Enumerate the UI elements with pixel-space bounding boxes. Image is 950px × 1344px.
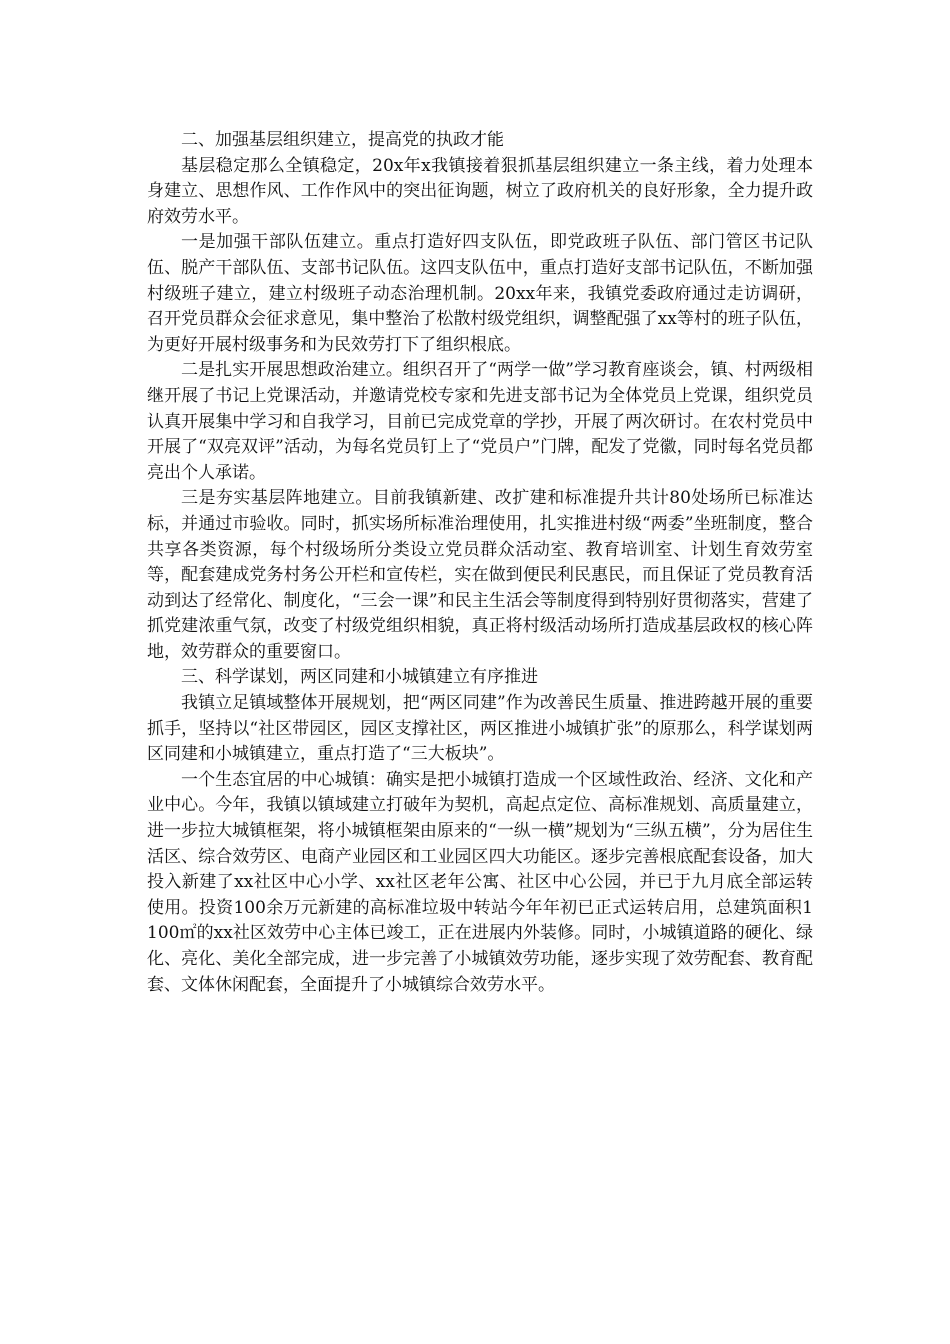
paragraph-political-building: 二是扎实开展思想政治建立。组织召开了“两学一做”学习教育座谈会，镇、村两级相继开展了书记上党课活动，并邀请党校专家和先进支部书记为全体党员上党课，组织党员认真开展集中学习和自我学习，目前已完成党章的学抄，开展了两次研讨。在农村党员中开展了“双亮双评”活动，为每名党员钉上了“党员户”门牌，配发了党徽，同时每名党员都亮出个人承诺。 [147, 360, 813, 483]
section-heading-3: 三、科学谋划，两区同建和小城镇建立有序推进 [181, 667, 538, 688]
paragraph-position-building: 三是夯实基层阵地建立。目前我镇新建、改扩建和标准提升共计80处场所已标准达标，并通过市验收。同时，抓实场所标准治理使用，扎实推进村级“两委”坐班制度，整合共享各类资源，每个村级场所分类设立党员群众活动室、教育培训室、计划生育效劳室等，配套建成党务村务公开栏和宣传栏，实在做到便民利民惠民，而且保证了党员教育活动到达了经常化、制度化，“三会一课”和民主生活会等制度得到特别好贯彻落实，营建了抓党建浓重气氛，改变了村级党组织相貌，真正将村级活动场所打造成基层政权的核心阵地，效劳群众的重要窗口。 [147, 488, 813, 662]
section-heading-2: 二、加强基层组织建立，提高党的执政才能 [181, 130, 504, 150]
paragraph-central-town: 一个生态宜居的中心城镇：确实是把小城镇打造成一个区域性政治、经济、文化和产业中心。今年，我镇以镇域建立打破年为契机，高起点定位、高标准规划、高质量建立，进一步拉大城镇框架，将小城镇框架由原来的“一纵一横”规划为“三纵五横”，分为居住生活区、综合效劳区、电商产业园区和工业园区四大功能区。逐步完善根底配套设备，加大投入新建了xx社区中心小学、xx社区老年公寓、社区中心公园，并已于九月底全部运转使用。投资100余万元新建的高标准垃圾中转站今年年初已正式运转启用，总建筑面积1100㎡的xx社区效劳中心主体已竣工，正在进展内外装修。同时，小城镇道路的硬化、绿化、亮化、美化全部完成，进一步完善了小城镇效劳功能，逐步实现了效劳配套、教育配套、文体休闲配套，全面提升了小城镇综合效劳水平。 [147, 769, 813, 995]
paragraph-town-planning: 我镇立足镇域整体开展规划，把“两区同建”作为改善民生质量、推进跨越开展的重要抓手，坚持以“社区带园区，园区支撑社区，两区推进小城镇扩张”的原那么，科学谋划两区同建和小城镇建立，重点打造了“三大板块”。 [147, 693, 813, 765]
document-body [147, 128, 813, 998]
paragraph-grassroots-stability: 基层稳定那么全镇稳定，20x年x我镇接着狠抓基层组织建立一条主线，着力处理本身建立、思想作风、工作作风中的突出征询题，树立了政府机关的良好形象，全力提升政府效劳水平。 [147, 155, 813, 227]
paragraph-cadre-team: 一是加强干部队伍建立。重点打造好四支队伍，即党政班子队伍、部门管区书记队伍、脱产干部队伍、支部书记队伍。这四支队伍中，重点打造好支部书记队伍，不断加强村级班子建立，建立村级班子动态治理机制。20xx年来，我镇党委政府通过走访调研，召开党员群众会征求意见，集中整治了松散村级党组织，调整配强了xx等村的班子队伍，为更好开展村级事务和为民效劳打下了组织根底。 [147, 232, 813, 355]
